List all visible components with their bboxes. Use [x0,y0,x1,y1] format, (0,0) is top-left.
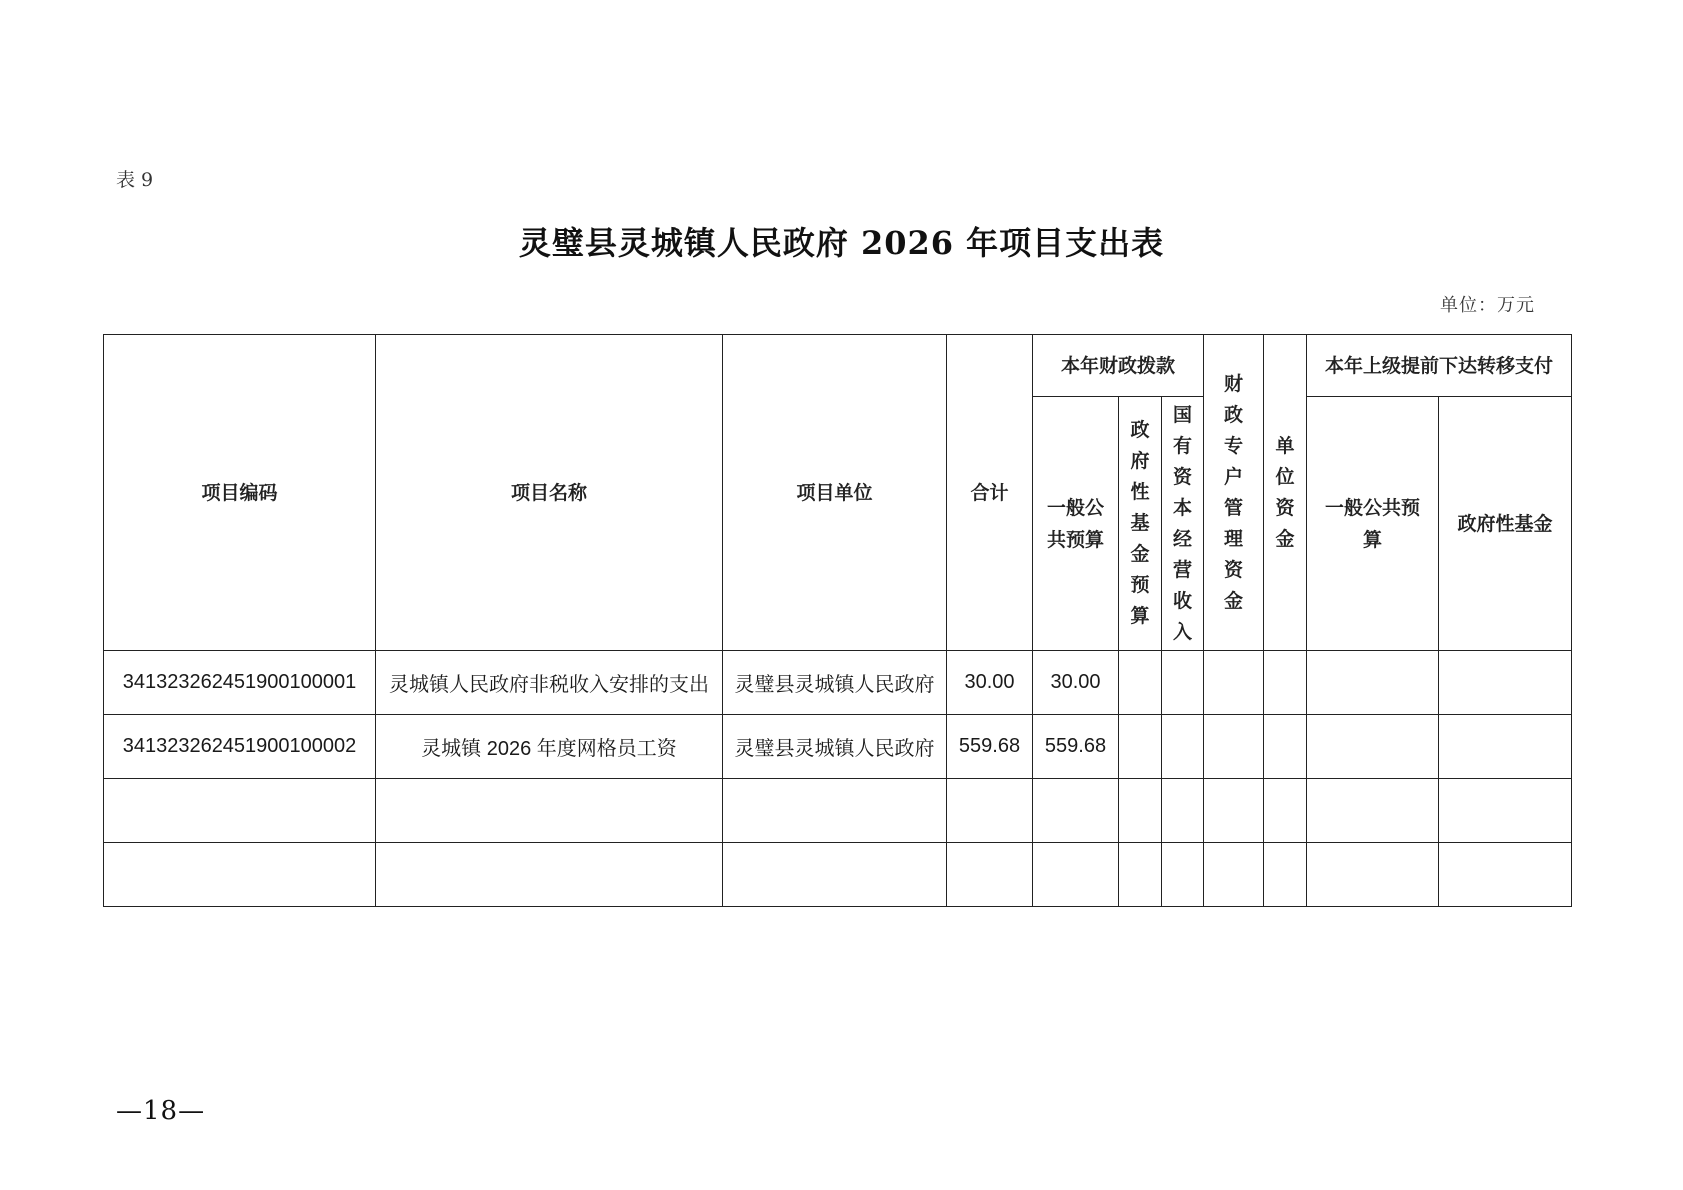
cell-transfer-gov-fund [1439,651,1572,715]
header-transfer-payment: 本年上级提前下达转移支付 [1307,335,1572,397]
cell-state-capital-income [1162,651,1204,715]
cell-fiscal-special-account [1204,651,1264,715]
cell-transfer-general-budget [1307,715,1439,779]
cell-project-unit: 灵璧县灵城镇人民政府 [723,651,947,715]
header-project-name: 项目名称 [376,335,723,651]
cell-transfer-general-budget [1307,651,1439,715]
cell-project-name: 灵城镇 2026 年度网格员工资 [376,715,723,779]
page-number: —18— [116,1096,206,1126]
table-row [104,651,1572,715]
cell-unit-funds [1264,651,1307,715]
cell-general-budget: 30.00 [1033,651,1119,715]
table-row [104,715,1572,779]
cell-gov-fund-budget [1119,651,1162,715]
table-number: 表 9 [116,169,154,191]
project-expenditure-table [103,334,1572,907]
header-project-unit: 项目单位 [723,335,947,651]
header-project-code: 项目编码 [104,335,376,651]
header-state-capital-income: 国有资本经营收入 [1162,397,1204,651]
cell-project-code: 341323262451900100002 [104,715,376,779]
page-title: 灵璧县灵城镇人民政府 2026 年项目支出表 [518,224,1165,262]
cell-unit-funds [1264,715,1307,779]
cell-fiscal-special-account [1204,715,1264,779]
cell-transfer-gov-fund [1439,715,1572,779]
cell-project-code: 341323262451900100001 [104,651,376,715]
cell-project-unit: 灵璧县灵城镇人民政府 [723,715,947,779]
header-general-public-budget: 一般公共预算 [1033,397,1119,651]
cell-project-name: 灵城镇人民政府非税收入安排的支出 [376,651,723,715]
cell-general-budget: 559.68 [1033,715,1119,779]
header-gov-fund-budget: 政府性基金预算 [1119,397,1162,651]
table-row-empty [104,779,1572,843]
header-total: 合计 [947,335,1033,651]
cell-gov-fund-budget [1119,715,1162,779]
cell-total: 30.00 [947,651,1033,715]
header-unit-funds: 单位资金 [1264,335,1307,651]
header-transfer-general-budget: 一般公共预算 [1307,397,1439,651]
cell-state-capital-income [1162,715,1204,779]
cell-total: 559.68 [947,715,1033,779]
header-transfer-gov-fund: 政府性基金 [1439,397,1572,651]
header-fiscal-appropriation: 本年财政拨款 [1033,335,1204,397]
table-row-empty [104,843,1572,907]
header-fiscal-special-account: 财政专户管理资金 [1204,335,1264,651]
unit-label: 单位：万元 [1440,295,1535,316]
